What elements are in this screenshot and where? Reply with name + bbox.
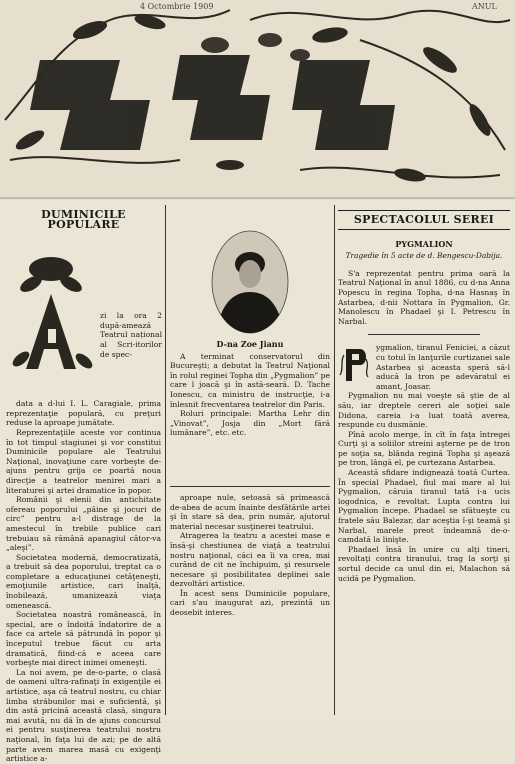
middle-column xyxy=(170,222,330,618)
middle-separator xyxy=(170,486,330,487)
left-paragraph-1: data a d-lui I. L. Caragiale, prima reprezentaţie populară, cu preţuri reduse la aproape jumătate. xyxy=(6,399,161,428)
right-paragraph-4: Pînă acolo merge, în cît în faţa întregei Curţi şi a soliilor streini aşterne pe de tron pe soţia sa, blânda regină Topha şi aşează pe tron, lângă el, pe curtezana Astarbea. xyxy=(338,429,510,468)
left-paragraph-6: La noi avem, pe de-o-parte, o clasă de oameni ultra-rafinaţi în exigenţile ei artistice, aşa că teatrul nostru, cu chiar limba străbunilor mai e suficientă, şi din astă pricină această clasă, singura mai avută, nu dă în de ajuns concursul ei pentru susţinerea teatrului nostru naţional, în faţa lui de azi; pe de altă parte avem marea masă cu exigenţi artistice a- xyxy=(6,667,161,764)
masthead-date: 4 Octombrie 1909 xyxy=(140,2,214,11)
masthead-corner: ANUL xyxy=(472,2,497,11)
ornamental-initial-p-icon xyxy=(338,345,372,385)
right-paragraph-5: Această sfidare indignează toată Curtea. În special Phadael, fiul mai mare al lui Pygmalion, căruia tiranul tată i-a ucis logodnica, e revoltat. Lupta contra lui Pygmalion începe. Phadael se sfătueşte cu fratele său Balezar, dar aceştia î-şi teamă şi Narbal, marele preot îndeamnă de-o-camdată la linişte. xyxy=(338,468,510,545)
initial-letter: P xyxy=(338,345,339,347)
lead-paragraph: zi la ora 2 după-amează Teatrul național al Scri-itorilor de spec- xyxy=(100,311,162,359)
ornamental-initial-block xyxy=(6,249,161,399)
play-title: PYGMALION xyxy=(395,238,453,249)
middle-paragraph-3: aproape nule, setoasă să primească de-abea de acum înainte desfătările artei şi în stare să dea, prin număr, ajutorul material necesar susţinerei teatrului. xyxy=(170,492,330,531)
ornamental-initial-a-icon xyxy=(6,249,98,389)
engraved-banner xyxy=(0,0,515,200)
left-paragraph-5: Societatea noastră românească, în special, are o îndoită îndatorire de a face ca artele să pătrundă în popor şi începutul trebue făcut cu arta dramatică, fiind-că e aceea care vorbeşte mai direct inimei omeneşti. xyxy=(6,610,161,668)
column-rule-left xyxy=(165,205,166,715)
portrait-image xyxy=(211,230,289,334)
right-headline: SPECTACOLUL SEREI xyxy=(338,210,510,230)
right-paragraph-3: Pygmalion nu mai voeşte să ştie de al său, iar dreptele cereri ale soţiei sale Didona, careia i-a luat toată averea, respunde cu dusmănie. xyxy=(338,391,510,430)
right-paragraph-2-text: ygmalion, tiranul Feniciei, a căzut cu totul în lanţurile curtizanei sale Astarbea şi aceasta speră să-l aducă la tron pe adevăratul ei amant, Joasar. xyxy=(376,343,510,391)
middle-paragraph-4: Atragerea la teatru a acestei mase e însă-şi chestiunea de viaţă a teatrului nostru naţional, căci ea îi va crea, mai curând de cit ne închipuim, şi resursele necesare şi posibilitatea deplinei sale dezvoltări artistice. xyxy=(170,531,330,589)
left-column xyxy=(6,210,161,764)
right-paragraph-1: S'a reprezentat pentru prima oară la Teatrul Naţional în anul 1886, cu d-na Anna Popescu în regina Topha, d-na Hasnaş în Astarbea, d-nii Nottara în Pygmalion, Gr. Manolescu în Phadael şi I. Petrescu în Narbal. xyxy=(338,268,510,326)
middle-paragraph-2: Roluri principale: Martha Lehr din „Vinovat”, Josja din „Mort fără lumânare”, etc. etc. xyxy=(170,409,330,438)
middle-paragraph-1: A terminat conservatorul din Bucureşti; a debutat la Teatrul Naţional în rolul reginei Topha din „Pygmalion” pe care l joacă şi în astă-seară. D. Tache Ionescu, ca ministru de instrucţie, i-a înlesnit frecventarea teatrelor din Paris. xyxy=(170,351,330,409)
play-subtitle: Tragedie în 5 acte de d. Bengescu-Dabija. xyxy=(345,251,503,261)
left-paragraph-3: Românii şi elenii din antichitate ofereau poporului „pâine şi jocuri de circ” pentru a-l distrage de la amestecul în trebile publice cari trebuiau să rămână apanagiul câtor-va „aleşi”. xyxy=(6,495,161,553)
portrait-caption: D-na Zoe Jianu xyxy=(216,339,284,349)
left-paragraph-2: Reprezentaţiile aceste vor continua în tot timpul stagiunei şi vor constitui Duminicile populare ale Teatrului Naţional, inovaţiune care vorbeşte de-ajuns pentru grija ce poartă noua direcţie a teatrelor menirei mari a literaturei şi artei dramatice în popor. xyxy=(6,427,161,495)
right-column xyxy=(338,210,510,583)
right-paragraph-2 xyxy=(338,343,510,391)
right-separator xyxy=(368,334,480,335)
left-paragraph-4: Societatea modernă, democratizată, a trebuit să dea poporului, treptat ca o completare a educaţiunei cetăţeneşti, emoţiunile artistice, cari înalţă, înobilează, umanizează viaţa omenească. xyxy=(6,552,161,610)
middle-paragraph-5: În acest sens Duminicile populare, cari s'au inaugurat azi, prezintă un deosebit interes. xyxy=(170,588,330,618)
column-rule-right xyxy=(334,205,335,715)
left-headline: DUMINICILE POPULARE xyxy=(41,208,126,231)
right-paragraph-6: Phadael însă în unire cu alţi tineri, revoltaţi contra tiranului, trag la sorţi şi sortul decide ca unul din ei, Malachon să ucidă pe Pygmalion. xyxy=(338,544,510,583)
